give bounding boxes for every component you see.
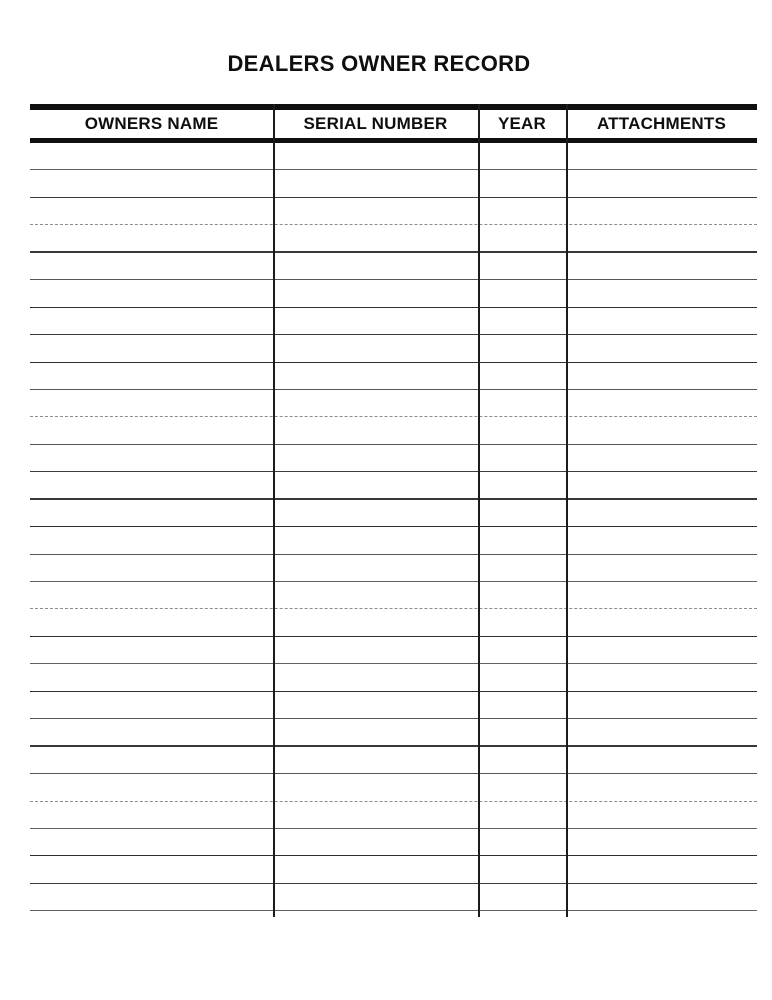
cell-owners-name	[30, 472, 273, 497]
cell-owners-name	[30, 390, 273, 416]
table-row	[30, 719, 757, 746]
cell-year	[478, 856, 566, 882]
table-row	[30, 472, 757, 499]
cell-year	[478, 170, 566, 196]
cell-serial-number	[273, 774, 478, 800]
cell-attachments	[566, 802, 757, 828]
cell-attachments	[566, 884, 757, 910]
cell-owners-name	[30, 280, 273, 306]
column-header-attachments: ATTACHMENTS	[596, 114, 727, 133]
cell-attachments	[566, 692, 757, 718]
table-row	[30, 527, 757, 554]
cell-attachments	[566, 225, 757, 250]
cell-year	[478, 280, 566, 306]
cell-owners-name	[30, 253, 273, 279]
cell-serial-number	[273, 555, 478, 581]
cell-owners-name	[30, 719, 273, 744]
cell-owners-name	[30, 582, 273, 608]
cell-attachments	[566, 390, 757, 416]
cell-owners-name	[30, 692, 273, 718]
cell-year	[478, 390, 566, 416]
cell-year	[478, 253, 566, 279]
cell-serial-number	[273, 472, 478, 497]
cell-owners-name	[30, 664, 273, 690]
cell-attachments	[566, 335, 757, 361]
cell-owners-name	[30, 774, 273, 800]
column-divider-2	[478, 104, 480, 917]
cell-owners-name	[30, 363, 273, 389]
table-row	[30, 637, 757, 664]
table-row	[30, 335, 757, 362]
table-row	[30, 829, 757, 856]
table-row	[30, 225, 757, 252]
cell-owners-name	[30, 143, 273, 169]
cell-owners-name	[30, 829, 273, 855]
cell-serial-number	[273, 747, 478, 773]
cell-attachments	[566, 170, 757, 196]
cell-year	[478, 609, 566, 635]
cell-year	[478, 884, 566, 910]
cell-serial-number	[273, 225, 478, 250]
cell-year	[478, 472, 566, 497]
cell-year	[478, 363, 566, 389]
cell-year	[478, 774, 566, 800]
cell-serial-number	[273, 856, 478, 882]
cell-year	[478, 143, 566, 169]
cell-serial-number	[273, 582, 478, 608]
cell-owners-name	[30, 856, 273, 882]
cell-attachments	[566, 856, 757, 882]
cell-attachments	[566, 143, 757, 169]
table-body	[30, 143, 757, 911]
cell-attachments	[566, 555, 757, 581]
column-divider-1	[273, 104, 275, 917]
table-row	[30, 280, 757, 307]
cell-attachments	[566, 198, 757, 224]
cell-attachments	[566, 253, 757, 279]
cell-attachments	[566, 637, 757, 663]
table-row	[30, 143, 757, 170]
cell-attachments	[566, 719, 757, 744]
column-header-year: YEAR	[497, 114, 547, 133]
cell-serial-number	[273, 500, 478, 526]
table-row	[30, 609, 757, 636]
cell-serial-number	[273, 719, 478, 744]
cell-serial-number	[273, 198, 478, 224]
table-row	[30, 417, 757, 444]
cell-serial-number	[273, 637, 478, 663]
table-row	[30, 664, 757, 691]
cell-year	[478, 500, 566, 526]
cell-serial-number	[273, 253, 478, 279]
cell-attachments	[566, 500, 757, 526]
cell-owners-name	[30, 747, 273, 773]
table-row	[30, 582, 757, 609]
cell-owners-name	[30, 335, 273, 361]
cell-serial-number	[273, 664, 478, 690]
cell-attachments	[566, 582, 757, 608]
cell-serial-number	[273, 829, 478, 855]
cell-owners-name	[30, 445, 273, 471]
table-row	[30, 884, 757, 911]
cell-serial-number	[273, 609, 478, 635]
table-row	[30, 802, 757, 829]
cell-owners-name	[30, 417, 273, 443]
table-row	[30, 170, 757, 197]
cell-attachments	[566, 472, 757, 497]
table-row	[30, 390, 757, 417]
cell-year	[478, 555, 566, 581]
cell-attachments	[566, 527, 757, 553]
cell-attachments	[566, 445, 757, 471]
cell-year	[478, 198, 566, 224]
table-row	[30, 856, 757, 883]
cell-year	[478, 692, 566, 718]
cell-year	[478, 802, 566, 828]
cell-owners-name	[30, 308, 273, 334]
cell-owners-name	[30, 637, 273, 663]
dealers-owner-record-table	[30, 104, 757, 919]
table-row	[30, 747, 757, 774]
cell-year	[478, 445, 566, 471]
cell-serial-number	[273, 692, 478, 718]
cell-attachments	[566, 774, 757, 800]
cell-owners-name	[30, 170, 273, 196]
form-title: DEALERS OWNER RECORD	[227, 51, 531, 76]
cell-year	[478, 527, 566, 553]
table-row	[30, 692, 757, 719]
cell-serial-number	[273, 363, 478, 389]
cell-year	[478, 582, 566, 608]
cell-year	[478, 747, 566, 773]
cell-owners-name	[30, 609, 273, 635]
table-row	[30, 198, 757, 225]
cell-attachments	[566, 417, 757, 443]
cell-attachments	[566, 609, 757, 635]
table-row	[30, 308, 757, 335]
cell-year	[478, 637, 566, 663]
cell-attachments	[566, 280, 757, 306]
cell-owners-name	[30, 198, 273, 224]
cell-attachments	[566, 747, 757, 773]
cell-owners-name	[30, 555, 273, 581]
cell-year	[478, 664, 566, 690]
cell-year	[478, 308, 566, 334]
cell-year	[478, 335, 566, 361]
table-row	[30, 555, 757, 582]
cell-year	[478, 719, 566, 744]
cell-serial-number	[273, 417, 478, 443]
column-header-serial-number: SERIAL NUMBER	[303, 114, 448, 133]
cell-serial-number	[273, 308, 478, 334]
cell-owners-name	[30, 802, 273, 828]
cell-year	[478, 829, 566, 855]
table-header-row	[30, 110, 757, 138]
table-row	[30, 445, 757, 472]
cell-serial-number	[273, 445, 478, 471]
table-row	[30, 253, 757, 280]
cell-serial-number	[273, 884, 478, 910]
cell-serial-number	[273, 170, 478, 196]
table-row	[30, 363, 757, 390]
column-header-owners-name: OWNERS NAME	[84, 114, 219, 133]
cell-owners-name	[30, 884, 273, 910]
cell-owners-name	[30, 500, 273, 526]
table-row	[30, 500, 757, 527]
cell-serial-number	[273, 143, 478, 169]
cell-attachments	[566, 308, 757, 334]
cell-serial-number	[273, 802, 478, 828]
cell-serial-number	[273, 390, 478, 416]
table-row	[30, 774, 757, 801]
cell-serial-number	[273, 335, 478, 361]
cell-serial-number	[273, 527, 478, 553]
column-divider-3	[566, 104, 568, 917]
cell-year	[478, 225, 566, 250]
cell-year	[478, 417, 566, 443]
cell-attachments	[566, 363, 757, 389]
cell-owners-name	[30, 527, 273, 553]
cell-attachments	[566, 664, 757, 690]
cell-attachments	[566, 829, 757, 855]
cell-owners-name	[30, 225, 273, 250]
cell-serial-number	[273, 280, 478, 306]
